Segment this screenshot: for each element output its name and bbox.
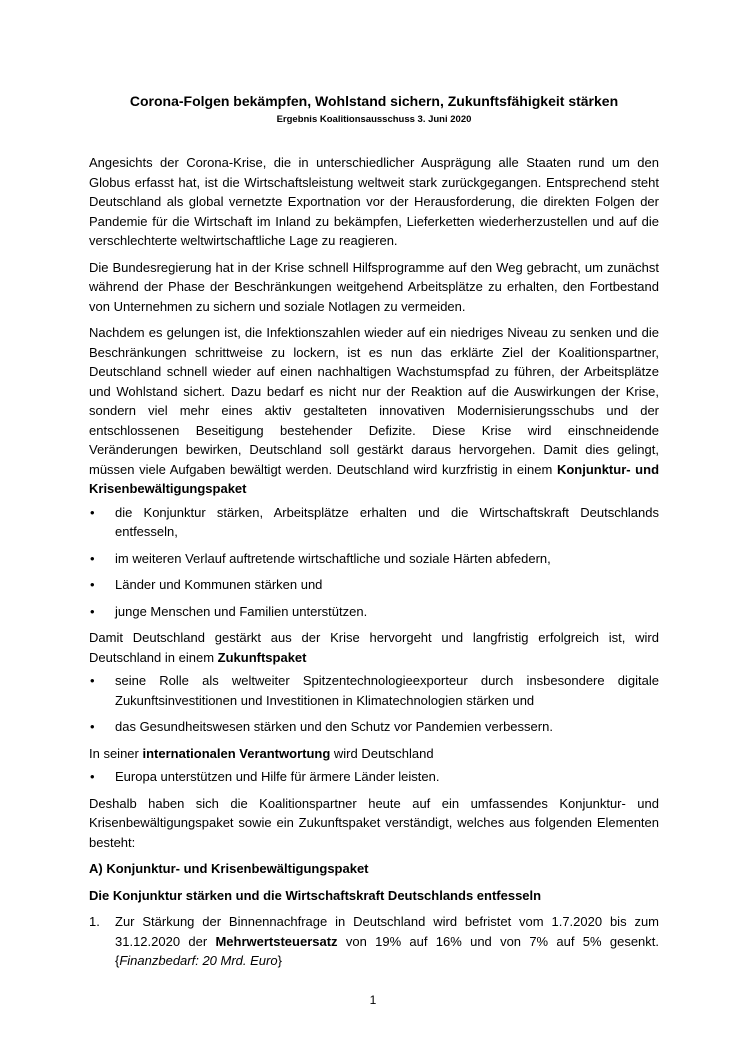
list-item-text: junge Menschen und Familien unterstützen.: [115, 603, 368, 619]
subsection-heading: Die Konjunktur stärken und die Wirtschaftskraft Deutschlands entfesseln: [89, 887, 542, 903]
paragraph-3: [89, 323, 659, 499]
list-item: [89, 549, 659, 569]
page-number: 1: [369, 993, 377, 1007]
paragraph-5: [89, 744, 659, 764]
list-item: [89, 767, 659, 787]
bullet-icon: •: [90, 577, 95, 592]
list-item: [89, 503, 659, 542]
item-text-pre: Zur Stärkung der Binnennachfrage in Deutschland wird befristet vom 1.7.2020 bis zum 31.12.2020 der: [115, 914, 659, 949]
bullet-icon: •: [90, 769, 95, 784]
list-item-text: Länder und Kommunen stärken und: [115, 577, 323, 592]
list-item: [89, 575, 659, 595]
list-item-text: im weiteren Verlauf auftretende wirtschaftliche und soziale Härten abfedern,: [115, 550, 551, 566]
paragraph-6: Deshalb haben sich die Koalitionspartner heute auf ein umfassendes Konjunktur- und Krisenbewältigungspaket sowie ein Zukunftspaket verständigt, welches aus folgenden Elementen besteht:: [89, 795, 659, 850]
item-number: 1.: [89, 914, 100, 929]
item-text-post: von 19% auf 16% und von 7% auf 5% gesenkt. {: [115, 933, 660, 968]
item-text-bold: Mehrwertsteuersatz: [215, 933, 338, 949]
document-body: [89, 153, 659, 971]
paragraph-5-post: wird Deutschland: [330, 745, 434, 761]
paragraph-5-pre: In seiner: [89, 745, 143, 761]
document-subtitle: Ergebnis Koalitionsausschuss 3. Juni 2020: [276, 114, 472, 125]
paragraph-3-text: Nachdem es gelungen ist, die Infektionszahlen wieder auf ein niedriges Niveau zu senken und die Beschränkungen schrittweise zu lockern, ist es nun das erklärte Ziel der Koalitionspartner, Deutschland schnell wieder auf einen nachhaltigen Wachstumspfad zu führen, der Arbeitsplätze und Wohlstand sichert. Dazu bedarf es nicht nur der Reaktion auf die Auswirkungen der Krise, sondern viel mehr eines aktiv gestalteten innovativen Modernisierungsschubs und der entschlossenen Beseitigung bestehender Defizite. Diese Krise wird einschneidende Veränderungen bewirken, Deutschland soll gestärkt daraus hervorgehen. Damit dies gelingt, müssen viele Aufgaben bewältigt werden. Deutschland wird kurzfristig in einem: [89, 325, 659, 477]
paragraph-1: Angesichts der Corona-Krise, die in unterschiedlicher Ausprägung alle Staaten rund um den Globus erfasst hat, ist die Wirtschaftsleistung weltweit stark zurückgegangen. Entsprechend steht Deutschland als global vernetzte Exportnation vor der Herausforderung, die direkten Folgen der Pandemie für die Wirtschaft im Inland zu bekämpfen, Lieferketten wiederherzustellen und auf die verschlechterte weltwirtschaftliche Lage zu reagieren.: [89, 155, 659, 248]
list-item-text: das Gesundheitswesen stärken und den Schutz vor Pandemien verbessern.: [115, 719, 553, 734]
paragraph-2: Die Bundesregierung hat in der Krise schnell Hilfsprogramme auf den Weg gebracht, um zunächst während der Phase der Beschränkungen weitgehend Arbeitsplätze zu erhalten, den Fortbestand von Unternehmen zu sichern und soziale Notlagen zu vermeiden.: [89, 259, 659, 314]
numbered-list: [89, 912, 659, 971]
bullet-icon: •: [90, 603, 95, 619]
section-heading: A) Konjunktur- und Krisenbewältigungspaket: [89, 861, 369, 876]
list-item: [89, 671, 659, 710]
item-text-close: }: [277, 953, 282, 968]
list-item: [89, 602, 659, 622]
list-item-text: Europa unterstützen und Hilfe für ärmere Länder leisten.: [115, 769, 440, 784]
bullet-icon: •: [90, 504, 95, 520]
paragraph-5-bold: internationalen Verantwortung: [142, 745, 331, 761]
paragraph-3-bold: Konjunktur- und Krisenbewältigungspaket: [89, 461, 660, 496]
bullet-icon: •: [90, 673, 95, 688]
list-item-text: die Konjunktur stärken, Arbeitsplätze erhalten und die Wirtschaftskraft Deutschlands entfesseln,: [115, 504, 659, 539]
item-text-italic: Finanzbedarf: 20 Mrd. Euro: [119, 953, 278, 968]
paragraph-4-text: Damit Deutschland gestärkt aus der Krise hervorgeht und langfristig erfolgreich ist, wird Deutschland in einem: [89, 630, 659, 665]
list-item-text: seine Rolle als weltweiter Spitzentechnologieexporteur durch insbesondere digitale Zukunftsinvestitionen und Investitionen in Klimatechnologien stärken und: [115, 673, 659, 708]
document-title: Corona-Folgen bekämpfen, Wohlstand sichern, Zukunftsfähigkeit stärken: [129, 93, 619, 109]
paragraph-4-bold: Zukunftspaket: [217, 649, 307, 665]
paragraph-4: [89, 628, 659, 667]
list-item: [89, 717, 659, 737]
bullet-list-3: [89, 767, 659, 787]
bullet-icon: •: [90, 550, 95, 566]
bullet-icon: •: [90, 719, 95, 734]
bullet-list-2: [89, 671, 659, 737]
numbered-item: [89, 912, 659, 971]
bullet-list-1: [89, 503, 659, 622]
